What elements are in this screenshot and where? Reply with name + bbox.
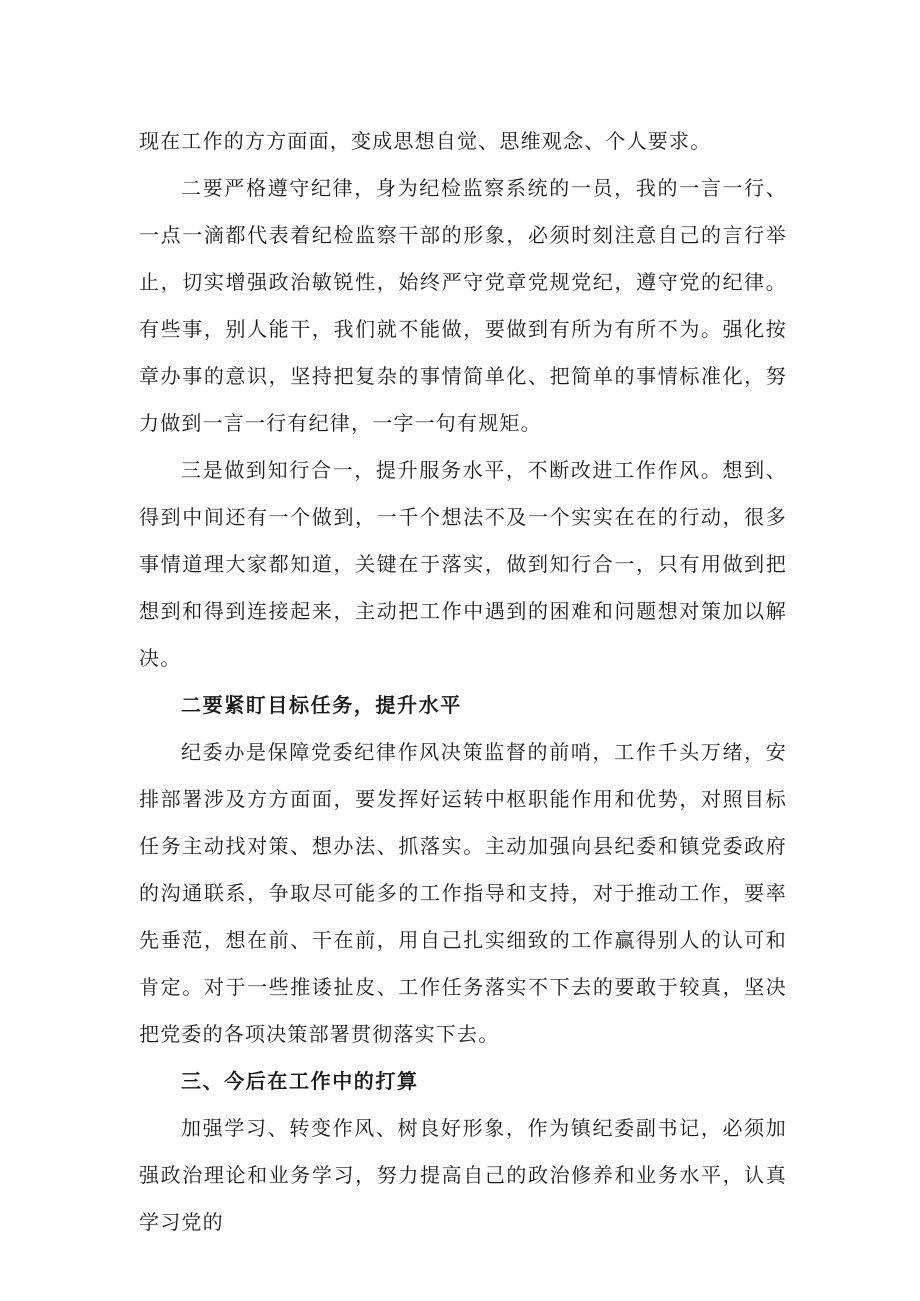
paragraph-office-role: 纪委办是保障党委纪律作风决策监督的前哨，工作千头万绪，安排部署涉及方方面面，要发挥好运转中枢职能作用和优势，对照目标任务主动找对策、想办法、抓落实。主动加强向县纪委和镇党委政府的沟通联系，争取尽可能多的工作指导和支持，对于推动工作，要率先垂范，想在前、干在前，用自己扎实细致的工作赢得别人的认可和肯定。对于一些推诿扯皮、工作任务落实不下去的要敢于较真，坚决把党委的各项决策部署贯彻落实下去。 xyxy=(139,740,787,1046)
paragraph-discipline: 二要严格遵守纪律，身为纪检监察系统的一员，我的一言一行、一点一滴都代表着纪检监察干部的形象，必须时刻注意自己的言行举止，切实增强政治敏锐性，始终严守党章党规党纪，遵守党的纪律。有些事，别人能干，我们就不能做，要做到有所为有所不为。强化按章办事的意识，坚持把复杂的事情简单化、把简单的事情标准化，努力做到一言一行有纪律，一字一句有规矩。 xyxy=(139,176,787,435)
paragraph-study: 加强学习、转变作风、树良好形象，作为镇纪委副书记，必须加强政治理论和业务学习，努力提高自己的政治修养和业务水平，认真学习党的 xyxy=(139,1116,787,1234)
paragraph-continuation: 现在工作的方方面面，变成思想自觉、思维观念、个人要求。 xyxy=(139,129,712,153)
document-body xyxy=(139,118,787,1246)
section-heading-future-plans: 三、今后在工作中的打算 xyxy=(181,1069,419,1093)
section-heading-targets: 二要紧盯目标任务，提升水平 xyxy=(181,693,462,717)
paragraph-knowledge-action: 三是做到知行合一，提升服务水平，不断改进工作作风。想到、得到中间还有一个做到，一千个想法不及一个实实在在的行动，很多事情道理大家都知道，关键在于落实，做到知行合一，只有用做到把想到和得到连接起来，主动把工作中遇到的困难和问题想对策加以解决。 xyxy=(139,458,787,670)
